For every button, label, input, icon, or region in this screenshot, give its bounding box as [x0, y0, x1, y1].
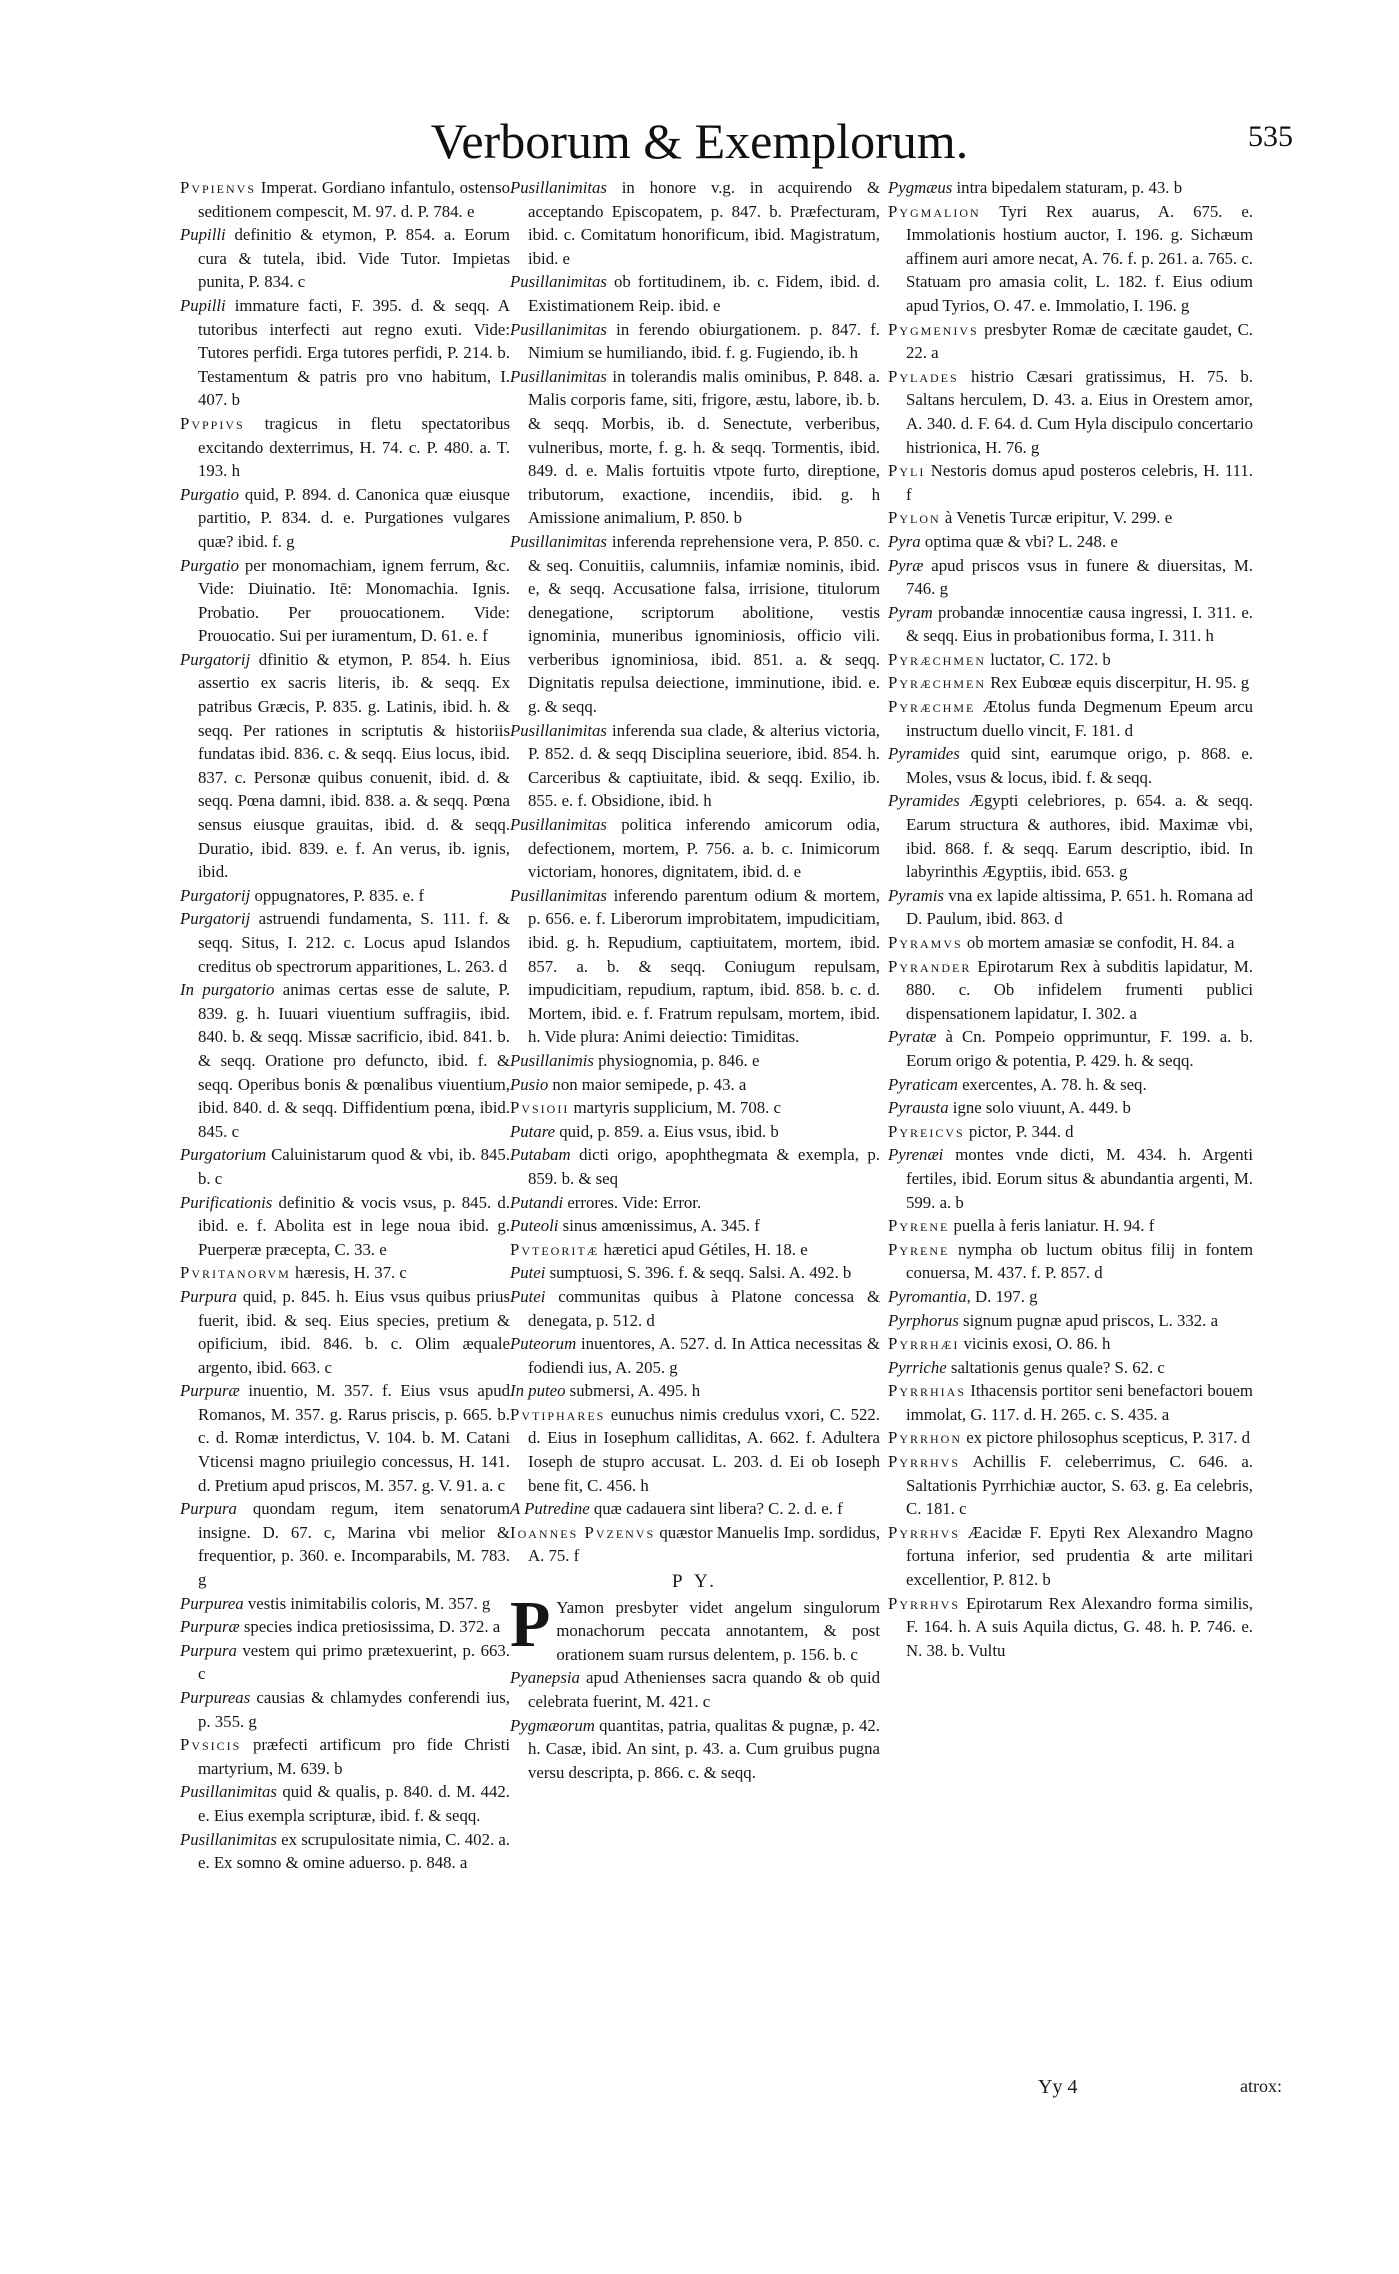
- entry-references: inferendo parentum odium & mortem, p. 656. e. f. Liberorum improbitatem, impudicitiam, ibid. g. h. Repudium, captiuitatem, mortem, ibid. 857. a. b. & seqq. Coniugum repulsam, impudicitiam, repudium, raptum, ibid. 858. b. c. d. Mortem, ibid. e. f. Fratrum repulsam, mortem, ibid. h. Vide plura: Animi deiectio: Timiditas.: [528, 885, 880, 1047]
- entry-headword: Pyrrhon: [888, 1428, 963, 1448]
- entry-references: quæ cadauera sint libera? C. 2. d. e. f: [589, 1499, 843, 1519]
- entry-references: inferenda sua clade, & alterius victoria, P. 852. d. & seqq Disciplina seueriore, ibid. 854. h. Carceribus & captiuitate, ibid. & seqq. Exilio, ib. 855. e. f. Obsidione, ibid. h: [528, 720, 880, 811]
- entry-headword: Purpurea: [180, 1593, 244, 1613]
- entry-references: pictor, P. 344. d: [964, 1121, 1074, 1141]
- entry-headword: Pvsicis: [180, 1735, 242, 1755]
- entry-references: communitas quibus à Platone concessa & denegata, p. 512. d: [528, 1286, 880, 1330]
- index-entry: [180, 1379, 510, 1497]
- index-entry: [510, 318, 880, 365]
- entry-references: vna ex lapide altissima, P. 651. h. Romana ad D. Paulum, ibid. 863. d: [906, 885, 1253, 929]
- entry-headword: Puteorum: [510, 1334, 577, 1354]
- entry-headword: Pupilli: [180, 295, 226, 315]
- index-entry: [180, 1686, 510, 1733]
- entry-references: , D. 197. g: [966, 1286, 1038, 1306]
- index-entry: [510, 1214, 880, 1238]
- index-entry: [888, 955, 1253, 1026]
- entry-references: immature facti, F. 395. d. & seqq. A tutoribus interfecti aut regno exuti. Vide: Tutores perfidi. Erga tutores perfidi, P. 214. b. Testamentum & patris pro vno habitum, I. 407. b: [198, 295, 510, 410]
- entry-headword: Pyrrhvs: [888, 1593, 961, 1613]
- index-entry: [888, 1356, 1253, 1380]
- entry-references: Ætolus funda Degmenum Epeum arcu instructum duello vincit, F. 181. d: [906, 697, 1253, 740]
- entry-headword: Purgatorij: [180, 649, 251, 669]
- index-entry: [180, 176, 510, 223]
- page-header-title: Verborum & Exemplorum.: [430, 113, 969, 169]
- index-entry: [510, 1714, 880, 1785]
- entry-references: sumptuosi, S. 396. f. & seqq. Salsi. A. 492. b: [545, 1263, 852, 1283]
- index-entry: [510, 719, 880, 813]
- entry-headword: Pyræchme: [888, 697, 976, 717]
- entry-headword: Pyrrhvs: [888, 1522, 961, 1542]
- entry-references: tragicus in fletu spectatoribus excitando dexterrimus, H. 74. c. P. 480. a. T. 193. h: [198, 413, 510, 481]
- entry-references: in honore v.g. in acquirendo & acceptando Episcopatem, p. 847. b. Præfecturam, ibid. c. Comitatum honorificum, ibid. Magistratum, ibid. e: [528, 178, 880, 268]
- entry-references: nympha ob luctum obitus filij in fontem conuersa, M. 437. f. P. 857. d: [906, 1239, 1253, 1283]
- entry-references: Achillis F. celeberrimus, C. 646. a. Saltationis Pyrrhichiæ auctor, S. 63. g. Ea celebris, C. 181. c: [906, 1452, 1253, 1519]
- entry-references: physiognomia, p. 846. e: [593, 1050, 760, 1070]
- index-entry: [180, 1191, 510, 1262]
- index-entry: [510, 1403, 880, 1497]
- entry-references: signum pugnæ apud priscos, L. 332. a: [958, 1310, 1219, 1330]
- entry-headword: Pusillanimitas: [510, 885, 607, 905]
- index-entry: [888, 1214, 1253, 1238]
- entry-headword: In purgatorio: [180, 980, 275, 1000]
- entry-headword: Pyra: [888, 531, 921, 551]
- entry-headword: Pyrphorus: [888, 1310, 959, 1330]
- index-entry: [180, 412, 510, 483]
- entry-headword: Pygmalion: [888, 201, 981, 221]
- entry-references: Caluinistarum quod & vbi, ib. 845. b. c: [198, 1145, 510, 1188]
- entry-references: vicinis exosi, O. 86. h: [959, 1334, 1111, 1354]
- signature-mark: Yy 4: [1038, 2076, 1078, 2098]
- entry-headword: Ioannes Pvzenvs: [510, 1522, 656, 1542]
- index-entry: [888, 1025, 1253, 1072]
- index-entry: [510, 813, 880, 884]
- entry-references: errores. Vide: Error.: [563, 1192, 702, 1212]
- index-entry: [888, 1426, 1253, 1450]
- index-entry: [888, 200, 1253, 318]
- entry-headword: Purpuræ: [180, 1617, 240, 1637]
- entry-references: Æacidæ F. Epyti Rex Alexandro Magno fortuna inferior, sed prudentia & arte militari excellentior, P. 812. b: [906, 1522, 1253, 1590]
- entry-headword: Purgatio: [180, 555, 240, 575]
- entry-headword: Purificationis: [180, 1192, 273, 1212]
- entry-references: martyris supplicium, M. 708. c: [569, 1098, 781, 1118]
- entry-headword: Putei: [510, 1263, 546, 1283]
- index-entry: [180, 1143, 510, 1190]
- entry-headword: Purgatorij: [180, 909, 251, 929]
- entry-references: causias & chlamydes conferendi ius, p. 355. g: [198, 1688, 510, 1731]
- index-entry: [888, 318, 1253, 365]
- entry-headword: Putei: [510, 1286, 546, 1306]
- index-entry: [510, 365, 880, 530]
- entry-references: quæstor Manuelis Imp. sordidus, A. 75. f: [528, 1522, 880, 1566]
- index-entry: [510, 1261, 880, 1285]
- entry-headword: Pusillanimitas: [510, 720, 607, 740]
- entry-references: ob fortitudinem, ib. c. Fidem, ibid. d. Existimationem Reip. ibid. e: [528, 272, 880, 315]
- entry-headword: Pusillanimitas: [510, 815, 607, 835]
- index-entry: [180, 223, 510, 294]
- entry-references: quid, P. 894. d. Canonica quæ eiusque partitio, P. 834. d. e. Purgationes vulgares quæ? ibid. f. g: [198, 484, 510, 551]
- entry-references: Epirotarum Rex Alexandro forma similis, F. 164. h. A suis Aquila dictus, G. 48. h. P. 746. e. N. 38. b. Vultu: [906, 1593, 1253, 1660]
- entry-references: oppugnatores, P. 835. e. f: [250, 885, 425, 905]
- entry-references: quid, p. 845. h. Eius vsus quibus prius fuerit, ibid. & seq. Eius species, pretium & opificium, ibid. 846. b. c. Olim æquale argento, ibid. 663. c: [198, 1286, 510, 1377]
- entry-references: præfecti artificum pro fide Christi martyrium, M. 639. b: [198, 1735, 510, 1778]
- entry-references: dfinitio & etymon, P. 854. h. Eius assertio ex sacris literis, ib. & seqq. Ex patribus Græcis, P. 835. g. Latinis, ibid. h. & seqq. Per rationes in scriptutis & historiis fundatas ibid. 836. c. & seqq. Eius locus, ibid. 837. c. Personæ quibus conuenit, ibid. d. & seqq. Pœna damni, ibid. 838. a. & seqq. Pœna sensus eiusque grauitas, ibid. d. & seqq. Duratio, ibid. 839. e. f. An verus, ib. ignis, ibid.: [198, 649, 510, 882]
- entry-headword: A Putredine: [510, 1499, 590, 1519]
- entry-references: Epirotarum Rex à subditis lapidatur, M. 880. c. Ob infidelem frumenti publici dispensationem lapidatur, I. 302. a: [906, 956, 1253, 1023]
- page-number: 535: [1248, 120, 1293, 153]
- entry-references: à Cn. Pompeio opprimuntur, F. 199. a. b. Eorum origo & potentia, P. 429. h. & seqq.: [906, 1027, 1253, 1070]
- entry-headword: Pygmæorum: [510, 1715, 595, 1735]
- entry-references: vestis inimitabilis coloris, M. 357. g: [243, 1593, 491, 1613]
- entry-headword: Pyræ: [888, 555, 924, 575]
- entry-headword: Purpureas: [180, 1688, 251, 1707]
- entry-references: ob mortem amasiæ se confodit, H. 84. a: [962, 933, 1235, 952]
- entry-headword: Pyanepsia: [510, 1668, 580, 1688]
- entry-headword: Pusillanimitas: [510, 366, 607, 386]
- entry-headword: Purpura: [180, 1640, 237, 1660]
- index-entry: [888, 1143, 1253, 1214]
- index-entry: [888, 884, 1253, 931]
- index-entry: [180, 884, 510, 908]
- index-entry: [888, 601, 1253, 648]
- index-entry: [180, 294, 510, 412]
- index-entry: [510, 1666, 880, 1713]
- entry-references: à Venetis Turcæ eripitur, V. 299. e: [940, 508, 1173, 528]
- entry-references: definitio & etymon, P. 854. a. Eorum cura & tutela, ibid. Vide Tutor. Impietas punita, P. 834. c: [198, 225, 510, 292]
- index-entry: [888, 1238, 1253, 1285]
- entry-headword: Pvritanorvm: [180, 1263, 291, 1283]
- index-entry: [180, 1828, 510, 1875]
- entry-references: sinus amœnissimus, A. 345. f: [558, 1216, 760, 1236]
- entry-headword: Pyraticam: [888, 1074, 958, 1094]
- entry-headword: Pyram: [888, 602, 933, 622]
- entry-references: quondam regum, item senatorum insigne. D. 67. c, Marina vbi melior & frequentior, p. 360. e. Incomparabils, M. 783. g: [198, 1499, 510, 1590]
- entry-references: Imperat. Gordiano infantulo, ostenso seditionem compescit, M. 97. d. P. 784. e: [198, 178, 510, 221]
- entry-references: eunuchus nimis credulus vxori, C. 522. d. Eius in Iosephum calliditas, A. 662. f. Adultera Ioseph de stupro accusat. L. 203. d. Ei ob Ioseph bene fit, C. 456. h: [528, 1404, 880, 1495]
- entry-references: apud priscos vsus in funere & diuersitas, M. 746. g: [906, 555, 1253, 599]
- index-entry: [180, 1285, 510, 1379]
- index-entry: [510, 1497, 880, 1521]
- index-entry: [180, 1592, 510, 1616]
- index-entry: [888, 506, 1253, 530]
- entry-references: presbyter videt angelum singulorum monachorum peccata annotantem, & post orationem suam rursus delentem, p. 156. b. c: [556, 1597, 880, 1664]
- entry-references: non maior semipede, p. 43. a: [548, 1074, 747, 1094]
- entry-headword: In puteo: [510, 1381, 566, 1401]
- index-entry: [510, 1521, 880, 1568]
- index-entry: [888, 554, 1253, 601]
- entry-headword: Pyrenæi: [888, 1145, 944, 1165]
- entry-headword: Pusillanimis: [510, 1050, 594, 1070]
- entry-headword: Pyræchmen: [888, 649, 987, 669]
- entry-references: submersi, A. 495. h: [565, 1381, 701, 1401]
- entry-references: intra bipedalem staturam, p. 43. b: [952, 178, 1183, 197]
- index-entry: [888, 1073, 1253, 1097]
- entry-references: quantitas, patria, qualitas & pugnæ, p. 42. h. Casæ, ibid. An sint, p. 43. a. Cum gruibus pugna versu descripta, p. 866. c. & seqq.: [528, 1715, 880, 1782]
- entry-headword: Pusio: [510, 1074, 549, 1094]
- entry-references: definitio & vocis vsus, p. 845. d. ibid. e. f. Abolita est in lege noua ibid. g. Puerperæ præcepta, C. 33. e: [198, 1192, 510, 1259]
- entry-references: quid & qualis, p. 840. d. M. 442. e. Eius exempla scripturæ, ibid. f. & seqq.: [198, 1782, 510, 1825]
- entry-headword: Yamon: [556, 1597, 605, 1617]
- index-entry: [510, 1143, 880, 1190]
- index-entry: [510, 1238, 880, 1262]
- entry-headword: Purpura: [180, 1286, 237, 1306]
- entry-references: inuentores, A. 527. d. In Attica necessitas & fodiendi ius, A. 205. g: [528, 1334, 880, 1377]
- entry-references: quid sint, earumque origo, p. 868. e. Moles, vsus & locus, ibid. f. & seqq.: [906, 744, 1253, 787]
- section-heading: P Y.: [672, 1571, 718, 1593]
- index-entry: [180, 1261, 510, 1285]
- entry-references: per monomachiam, ignem ferrum, &c. Vide: Diuinatio. Itē: Monomachia. Ignis. Probatio. Per prouocationem. Vide: Prouocatio. Sui per iuramentum, D. 61. e. f: [198, 555, 510, 646]
- entry-headword: Pylades: [888, 366, 959, 386]
- entry-references: apud Athenienses sacra quando & ob quid celebrata fuerint, M. 421. c: [528, 1668, 880, 1711]
- entry-references: politica inferendo amicorum odia, defectionem, mortem, P. 756. a. b. c. Inimicorum victoriam, honores, dignitatem, ibid. d. e: [528, 815, 880, 882]
- index-entry: [180, 1615, 510, 1639]
- index-entry: [510, 1332, 880, 1379]
- index-entry: [510, 1191, 880, 1215]
- index-entry: [888, 365, 1253, 459]
- entry-references: ex scrupulositate nimia, C. 402. a. e. Ex somno & omine aduerso. p. 848. a: [198, 1829, 510, 1873]
- index-entry: [888, 1309, 1253, 1333]
- index-entry: [180, 907, 510, 978]
- entry-references: exercentes, A. 78. h. & seq.: [957, 1074, 1147, 1094]
- index-entry: [180, 648, 510, 884]
- index-entry: [888, 1450, 1253, 1521]
- entry-references: Ægypti celebriores, p. 654. a. & seqq. Earum structura & authores, ibid. Maximæ vbi, ibid. 868. f. & seqq. Earum descriptio, ibid. In labyrinthis Ægyptiis, ibid. 653. g: [906, 791, 1253, 882]
- entry-headword: Pyramvs: [888, 933, 963, 952]
- entry-references: luctator, C. 172. b: [986, 649, 1111, 669]
- index-entry: [180, 1639, 510, 1686]
- entry-references: histrio Cæsari gratissimus, H. 75. b. Saltans herculem, D. 43. a. Eius in Orestem amor, A. 340. d. F. 64. d. Cum Hyla discipulo concertario histrionica, H. 76. g: [906, 366, 1253, 457]
- index-entry: [510, 1285, 880, 1332]
- entry-headword: Pyræchmen: [888, 673, 987, 693]
- entry-headword: Pvppivs: [180, 413, 245, 433]
- entry-headword: Pyrrhias: [888, 1381, 967, 1401]
- entry-headword: Pyrrhæi: [888, 1334, 960, 1354]
- entry-references: quid, p. 859. a. Eius vsus, ibid. b: [555, 1121, 779, 1141]
- entry-headword: Pvsioii: [510, 1098, 570, 1118]
- entry-references: inuentio, M. 357. f. Eius vsus apud Romanos, M. 357. g. Rarus priscis, p. 665. b. c. d. Romæ interdictus, V. 104. b. M. Catani Vticensi magno priuilegio concessus, H. 141. d. Pretium apud priscos, M. 357. g. V. 91. a. c: [198, 1381, 510, 1495]
- entry-references: animas certas esse de salute, P. 839. g. h. Iuuari viuentium suffragiis, ibid. 840. b. & seqq. Missæ sacrificio, ibid. 841. b. & seqq. Oratione pro defuncto, ibid. f. & seqq. Operibus bonis & pœnalibus viuentium, ibid. 840. d. & seqq. Diffidentium pœna, ibid. 845. c: [198, 980, 510, 1141]
- entry-references: in tolerandis malis ominibus, P. 848. a. Malis corporis fame, siti, frigore, æstu, labore, ib. b. & seqq. Morbis, ib. d. Senectute, verberibus, vulneribus, morte, f. g. h. & seqq. Tormentis, ibid. 849. d. e. Malis fortuitis vtpote furto, direptione, tributorum, exactione, incendiis, ibid. g. h Amissione animalium, P. 850. b: [528, 366, 880, 528]
- index-entry: [180, 1497, 510, 1591]
- entry-headword: Pyreicvs: [888, 1121, 965, 1141]
- index-entry: [510, 270, 880, 317]
- entry-headword: Putabam: [510, 1145, 571, 1165]
- index-entry: [510, 884, 880, 1049]
- entry-headword: Putare: [510, 1121, 556, 1141]
- entry-headword: Pusillanimitas: [510, 319, 607, 339]
- index-entry: [510, 530, 880, 719]
- index-entry: [180, 554, 510, 648]
- entry-references: vestem qui primo prætexuerint, p. 663. c: [198, 1640, 510, 1684]
- entry-headword: Pygmenivs: [888, 319, 979, 339]
- entry-references: inferenda reprehensione vera, P. 850. c. & seq. Conuitiis, calumniis, infamiæ nominis, ibid. e, & seqq. Accusatione falsa, irrisione, titulorum denegatione, scriptorum abolitione, vestis ignominia, muneribus ignominiosis, officio vili. verberibus ignominiosa, ibid. 851. a. & seqq. Dignitatis repulsa deiectione, imminutione, ibid. e. g. & seqq.: [528, 531, 880, 717]
- entry-headword: Pyramides: [888, 744, 960, 764]
- entry-headword: Pvpienvs: [180, 178, 257, 197]
- entry-headword: Pygmæus: [888, 178, 953, 197]
- entry-references: Tyri Rex auarus, A. 675. e. Immolationis hostium auctor, I. 196. g. Sichæum affinem auri amore necat, A. 76. f. p. 261. a. 765. c. Statuam pro amasia colit, L. 182. f. Eius odium apud Tyrios, O. 47. e. Immolatio, I. 196. g: [906, 201, 1253, 315]
- entry-references: Rex Eubœæ equis discerpitur, H. 95. g: [986, 673, 1250, 693]
- entry-headword: Pupilli: [180, 225, 226, 245]
- index-entry: [888, 1332, 1253, 1356]
- index-entry: [510, 1096, 880, 1120]
- entry-references: montes vnde dicti, M. 434. h. Argenti fertiles, ibid. Eorum situs & abundantia argenti, M. 599. a. b: [906, 1145, 1253, 1212]
- index-entry: [180, 978, 510, 1143]
- index-column-middle: [510, 176, 880, 1784]
- entry-references: presbyter Romæ de cæcitate gaudet, C. 22. a: [906, 319, 1253, 363]
- entry-headword: Purpuræ: [180, 1381, 240, 1401]
- entry-headword: Pyramis: [888, 885, 944, 905]
- index-entry: [510, 1073, 880, 1097]
- index-entry: [180, 483, 510, 554]
- entry-references: ex pictore philosophus scepticus, P. 317. d: [962, 1428, 1251, 1448]
- index-entry: [888, 1120, 1253, 1144]
- entry-references: astruendi fundamenta, S. 111. f. & seqq. Situs, I. 212. c. Locus apud Islandos creditus ob spectrorum apparitiones, L. 263. d: [198, 909, 510, 976]
- entry-headword: Purgatorij: [180, 885, 251, 905]
- entry-references: saltationis genus quale? S. 62. c: [946, 1357, 1165, 1377]
- entry-headword: Putandi: [510, 1192, 564, 1212]
- entry-headword: Pyrriche: [888, 1357, 947, 1377]
- catchword: atrox:: [1240, 2076, 1282, 2096]
- entry-references: puella à feris laniatur. H. 94. f: [949, 1216, 1155, 1236]
- entry-references: Nestoris domus apud posteros celebris, H. 111. f: [906, 461, 1253, 504]
- entry-references: dicti origo, apophthegmata & exempla, p. 859. b. & seq: [528, 1145, 880, 1188]
- index-entry: [888, 695, 1253, 742]
- entry-headword: Puteoli: [510, 1216, 559, 1236]
- entry-headword: Pusillanimitas: [510, 178, 607, 197]
- entry-references: probandæ innocentiæ causa ingressi, I. 311. e. & seqq. Eius in probationibus forma, I. 311. h: [906, 602, 1253, 646]
- index-column-right: [888, 176, 1253, 1662]
- entry-headword: Purgatorium: [180, 1145, 267, 1165]
- entry-headword: Purgatio: [180, 484, 240, 504]
- entry-references: igne solo viuunt, A. 449. b: [948, 1098, 1131, 1118]
- entry-headword: Pusillanimitas: [180, 1782, 277, 1802]
- index-entry: [888, 530, 1253, 554]
- entry-headword: Pusillanimitas: [510, 531, 607, 551]
- index-entry: [888, 1592, 1253, 1663]
- index-entry: [888, 1521, 1253, 1592]
- entry-headword: Pusillanimitas: [510, 272, 607, 292]
- entry-references: in ferendo obiurgationem. p. 847. f. Nimium se humiliando, ibid. f. g. Fugiendo, ib. h: [528, 319, 880, 363]
- entry-headword: Purpura: [180, 1499, 237, 1519]
- index-entry: [888, 931, 1253, 955]
- entry-headword: Pylon: [888, 508, 941, 528]
- entry-references: hæresis, H. 37. c: [290, 1263, 407, 1283]
- index-entry: [180, 1780, 510, 1827]
- entry-headword: Pvteoritæ: [510, 1239, 600, 1259]
- index-entry: [888, 1285, 1253, 1309]
- index-entry: [888, 459, 1253, 506]
- entry-headword: Pvtiphares: [510, 1404, 606, 1424]
- entry-references: hæretici apud Gétiles, H. 18. e: [599, 1239, 808, 1259]
- index-entry: [888, 648, 1253, 672]
- entry-references: Ithacensis portitor seni benefactori bouem immolat, G. 117. d. H. 265. c. S. 435. a: [906, 1381, 1253, 1424]
- entry-headword: Pyrander: [888, 956, 972, 976]
- index-entry: [510, 1587, 880, 1667]
- entry-headword: Pyromantia: [888, 1286, 967, 1306]
- index-entry: [888, 1096, 1253, 1120]
- index-entry: [888, 671, 1253, 695]
- entry-headword: Pusillanimitas: [180, 1829, 277, 1849]
- entry-headword: Pyramides: [888, 791, 960, 811]
- index-entry: [510, 1379, 880, 1403]
- entry-headword: Pyrene: [888, 1239, 950, 1259]
- entry-headword: Pyrausta: [888, 1098, 949, 1118]
- index-entry: [510, 1049, 880, 1073]
- index-entry: [888, 1379, 1253, 1426]
- index-entry: [888, 742, 1253, 789]
- drop-capital: P: [510, 1587, 551, 1661]
- index-entry: [888, 176, 1253, 200]
- index-entry: [180, 1733, 510, 1780]
- index-entry: [510, 176, 880, 270]
- entry-headword: Pyrene: [888, 1216, 950, 1236]
- entry-references: species indica pretiosissima, D. 372. a: [239, 1617, 501, 1637]
- entry-headword: Pyrrhvs: [888, 1452, 961, 1472]
- entry-headword: Pyli: [888, 461, 926, 481]
- entry-references: optima quæ & vbi? L. 248. e: [920, 531, 1118, 551]
- entry-headword: Pyratæ: [888, 1027, 937, 1047]
- index-column-left: [180, 176, 510, 1875]
- index-entry: [888, 789, 1253, 883]
- index-entry: [510, 1120, 880, 1144]
